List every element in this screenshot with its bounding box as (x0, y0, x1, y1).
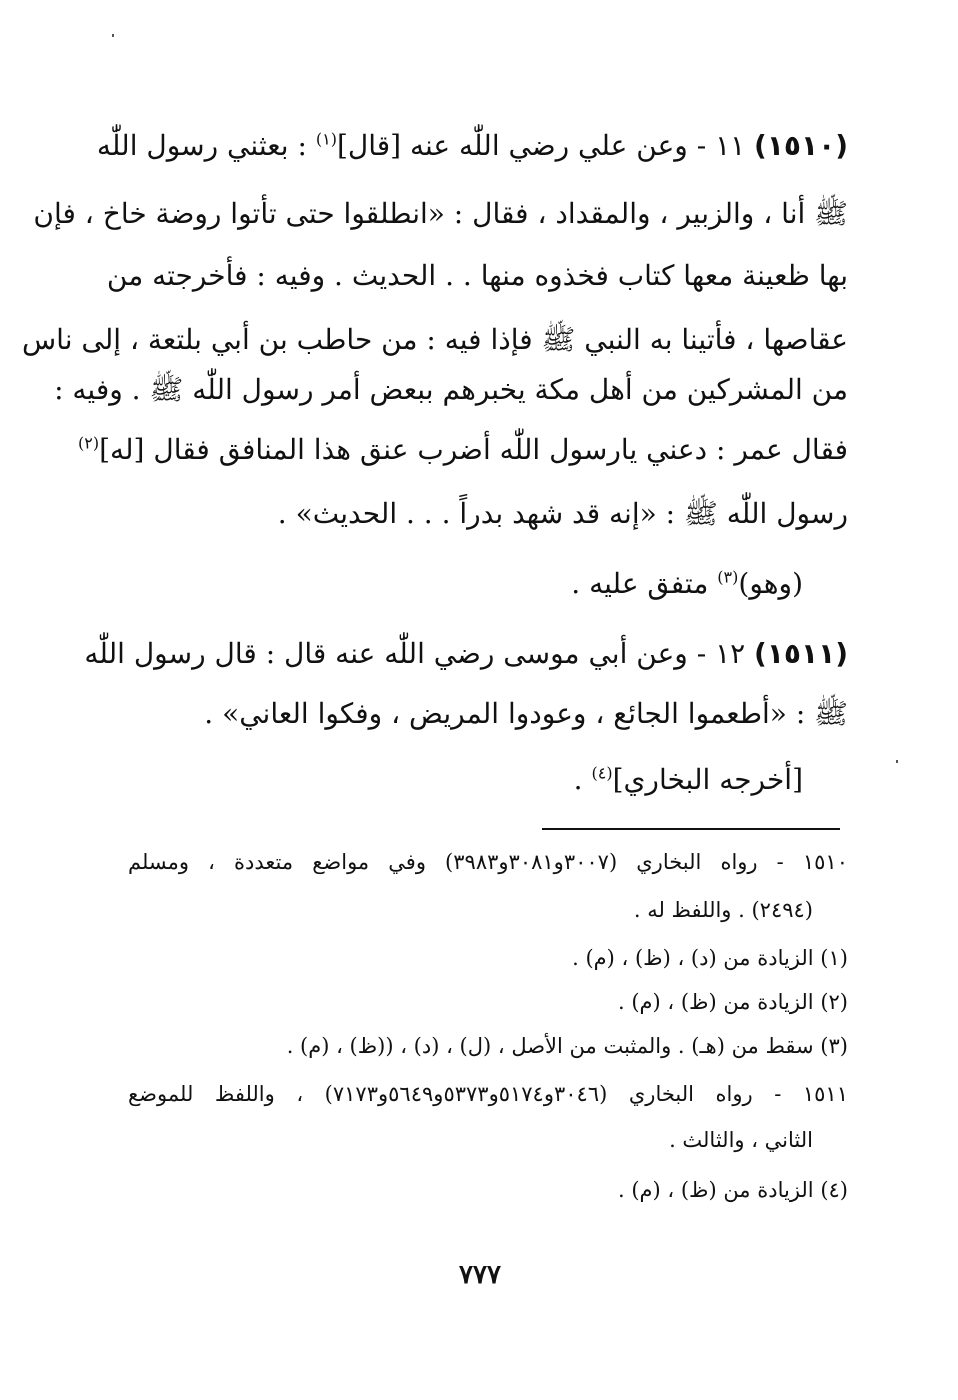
entry-number: (١٥١٠) (754, 129, 848, 162)
footnote-line: (٤) الزيادة من (ظ) ، (م) . (617, 1178, 848, 1202)
page-number: ٧٧٧ (459, 1260, 501, 1290)
entry-text: ١١ - وعن علي رضي اللّٰه عنه [قال] (336, 129, 746, 162)
entry-1510-line-3: بها ظعينة معها كتاب فخذوه منها . . الحديث . وفيه : فأخرجته من (106, 259, 848, 292)
footnote-marker: (٢) (77, 433, 100, 453)
footnote-marker: (٣) (717, 567, 739, 587)
entry-1510-line-6 (77, 430, 848, 470)
entry-1510-line-7: رسول اللّٰه ﷺ : «إنه قد شهد بدراً . . . الحديث» . (277, 497, 848, 530)
footnote-separator (542, 828, 840, 830)
entry-text: متفق عليه . (571, 567, 718, 600)
entry-text: . (573, 763, 592, 796)
entry-text: : بعثني رسول اللّٰه (96, 129, 316, 162)
scan-speck (896, 760, 898, 763)
footnote-line: (٢) الزيادة من (ظ) ، (م) . (617, 990, 848, 1014)
footnote-line: (١) الزيادة من (د) ، (ظ) ، (م) . (572, 946, 848, 970)
entry-1510-line-1 (96, 126, 848, 166)
footnote-line: ١٥١٠ - رواه البخاري (٣٠٠٧و٣٠٨١و٣٩٨٣) وفي مواضع متعددة ، ومسلم (128, 850, 848, 874)
entry-number: (١٥١١) (754, 637, 848, 670)
footnote-line: الثاني ، والثالث . (669, 1128, 813, 1152)
footnote-marker: (٤) (591, 763, 613, 783)
footnote-marker: (١) (315, 129, 337, 149)
entry-1510-line-2: ﷺ أنا ، والزبير ، والمقداد ، فقال : «انطلقوا حتى تأتوا روضة خاخ ، فإن (33, 197, 848, 230)
entry-1510-closing (128, 564, 803, 604)
scan-speck (112, 34, 114, 37)
entry-1511-line-2: ﷺ : «أطعموا الجائع ، وعودوا المريض ، وفكوا العاني» . (204, 697, 848, 730)
entry-1510-line-5: من المشركين من أهل مكة يخبرهم ببعض أمر رسول اللّٰه ﷺ . وفيه : (54, 373, 848, 406)
entry-1511-line-1 (84, 634, 848, 674)
entry-1511-closing (128, 760, 803, 800)
entry-text: (وهو) (738, 567, 803, 600)
footnote-line: (٢٤٩٤) . واللفظ له . (633, 898, 813, 922)
footnote-line: (٣) سقط من (هـ) . والمثبت من الأصل ، (ل) ، (د) ، ((ظ) ، (م) . (286, 1034, 848, 1058)
entry-text: فقال عمر : دعني يارسول اللّٰه أضرب عنق هذا المنافق فقال [له] (99, 433, 848, 466)
entry-text: ١٢ - وعن أبي موسى رضي اللّٰه عنه قال : قال رسول اللّٰه (84, 637, 746, 670)
entry-text: [أخرجه البخاري] (612, 763, 803, 796)
footnote-line: ١٥١١ - رواه البخاري (٣٠٤٦و٥١٧٤و٥٣٧٣و٥٦٤٩و٧١٧٣) ، واللفظ للموضع (128, 1082, 848, 1106)
entry-1510-line-4: عقاصها ، فأتينا به النبي ﷺ فإذا فيه : من حاطب بن أبي بلتعة ، إلى ناس (22, 323, 848, 356)
